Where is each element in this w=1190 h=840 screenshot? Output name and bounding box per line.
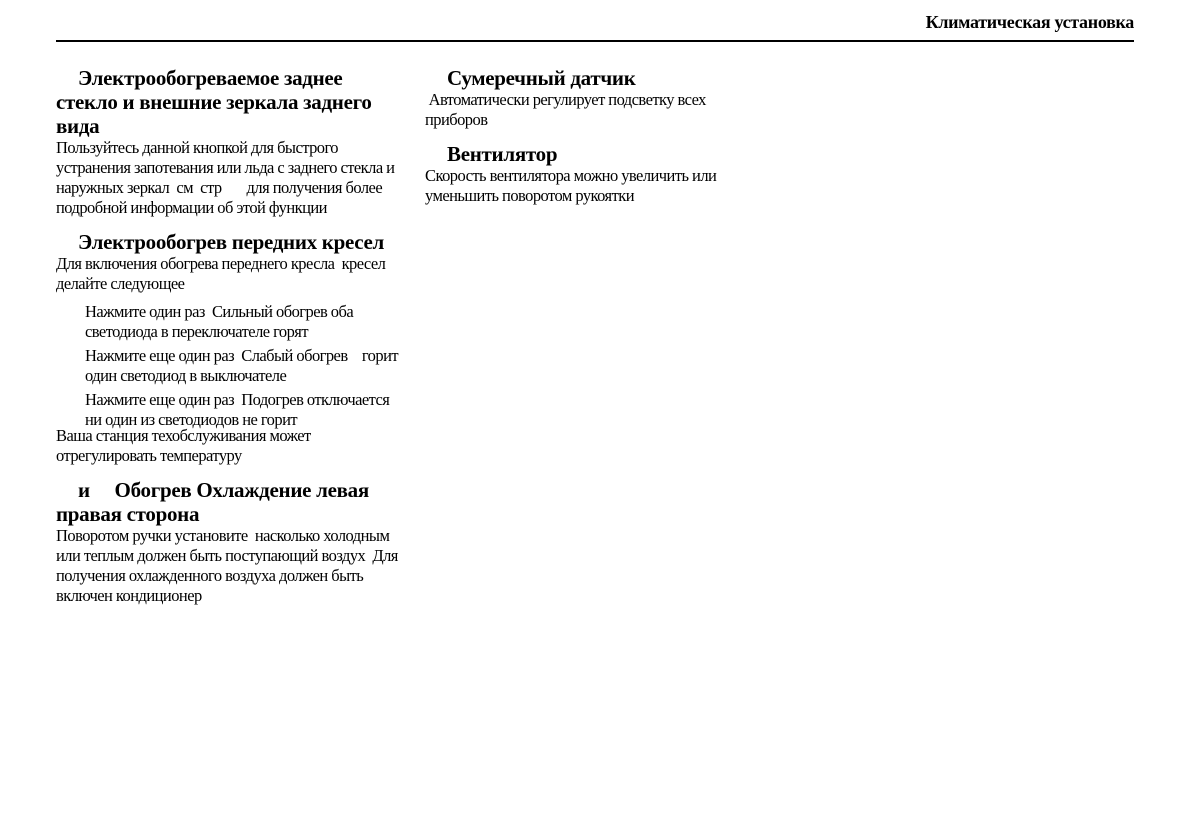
seat-heating-steps (85, 302, 404, 430)
header-rule-divider (56, 40, 1134, 42)
step-item: Нажмите еще один раз Подогрев отключается ни один из светодиодов не горит (85, 390, 404, 429)
section-body: Скорость вентилятора можно увеличить или уменьшить поворотом рукоятки (425, 166, 720, 205)
section-body: Поворотом ручки установите насколько холодным или теплым должен быть поступающий воздух Для получения охлажденного воздуха должен быть включен кондиционер (56, 526, 402, 605)
section-seat-heating (56, 230, 404, 466)
section-heading: Электрообогреваемое заднее стекло и внешние зеркала заднего вида (56, 66, 372, 138)
left-column (56, 66, 404, 606)
section-rear-window-heating (56, 66, 401, 218)
section-body: Автоматически регулирует подсветку всех приборов (425, 90, 710, 129)
step-item: Нажмите еще один раз Слабый обогрев горит один светодиод в выключателе (85, 346, 402, 385)
section-fan (425, 142, 770, 206)
section-heading: и Обогрев Охлаждение левая правая сторона (56, 478, 374, 526)
section-heading: Сумеречный датчик (447, 66, 636, 90)
section-heading: Вентилятор (447, 142, 558, 166)
step-item: Нажмите один раз Сильный обогрев оба светодиода в переключателе горят (85, 302, 357, 341)
section-body: Для включения обогрева переднего кресла кресел делайте следующее (56, 254, 400, 293)
section-twilight-sensor (425, 66, 770, 130)
section-heading: Электрообогрев передних кресел (78, 230, 385, 254)
running-header-title: Климатическая установка (925, 12, 1134, 32)
service-note: Ваша станция техобслуживания может отрегулировать температуру (56, 426, 311, 465)
section-heat-cool (56, 478, 401, 606)
middle-column (425, 66, 770, 206)
section-body: Пользуйтесь данной кнопкой для быстрого устранения запотевания или льда с заднего стекла и наружных зеркал см стр для получения более подробной информации об этой функции (56, 138, 399, 217)
